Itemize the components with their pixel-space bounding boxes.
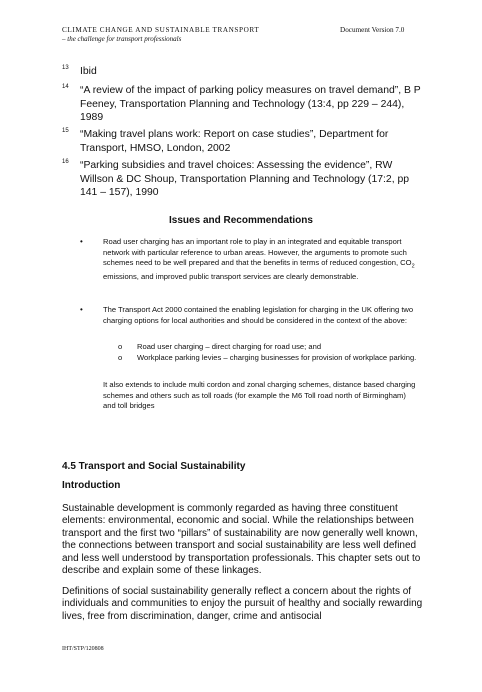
paragraph-sustainable-development: Sustainable development is commonly regarded as having three constituent elements: environmental, economic and social. While the relationships between transport and the first two “pillars” of sustainability are now generally well known, the connections between transport and social sustainability are less well defined and less well understood by transportation professionals. This chapter sets out to describe and explain some of these linkages. (62, 503, 421, 577)
bullet-transport-act (80, 305, 420, 326)
bullet-road-user-charging (80, 237, 420, 283)
bullet-icon: • (80, 237, 83, 246)
footnote-13 (62, 65, 422, 79)
paragraph-definitions: Definitions of social sustainability generally reflect a concern about the rights of individuals and communities to enjoy the pursuit of healthy and socially rewarding lives, free from discrimination, danger, crime and antisocial (62, 586, 423, 622)
sub-item-text: Workplace parking levies – charging businesses for provision of workplace parking. (137, 353, 417, 362)
footnote-text: “A review of the impact of parking policy measures on travel demand”, B P Feeney, Transportation Planning and Technology (13:4, pp 229 – 244), 1989 (80, 85, 421, 123)
footnote-number: 13 (62, 65, 69, 71)
sub-bullet-icon: o (118, 342, 123, 351)
footnote-16 (62, 159, 422, 200)
also-extends-paragraph: It also extends to include multi cordon and zonal charging schemes, distance based charging schemes and others such as toll roads (for example the M6 Toll road north of Birmingham) and toll bridges (103, 380, 416, 411)
sub-bullet-icon: o (118, 353, 123, 362)
footer-document-code: IHT/STP/120808 (62, 646, 104, 652)
introduction-heading: Introduction (62, 480, 121, 491)
bullet-text: The Transport Act 2000 contained the enabling legislation for charging in the UK offering two charging options for local authorities and should be considered in the context of the above: (103, 305, 414, 325)
footnote-number: 14 (62, 84, 69, 90)
footnote-14 (62, 84, 422, 125)
issues-heading: Issues and Recommendations (169, 215, 313, 226)
header-subtitle: – the challenge for transport professionals (62, 35, 182, 43)
footnote-text: “Parking subsidies and travel choices: Assessing the evidence”, RW Willson & DC Shoup, Transportation Planning and Technology (17:2, pp 141 – 157), 1990 (80, 160, 410, 198)
document-version: Document Version 7.0 (340, 26, 405, 34)
sub-item-text: Road user charging – direct charging for road use; and (137, 342, 322, 351)
footnote-text: “Making travel plans work: Report on case studies”, Department for Transport, HMSO, London, 2002 (80, 129, 389, 154)
footnote-number: 16 (62, 159, 69, 165)
header-title: CLIMATE CHANGE AND SUSTAINABLE TRANSPORT (62, 26, 260, 34)
footnote-15 (62, 128, 422, 155)
bullet-text: Road user charging has an important role to play in an integrated and equitable transport network with particular reference to urban areas. However, the arguments to promote such schemes need to be well prepared and that the benefits in terms of reduced congestion, $CO_2$ emissions, and improved public transport services are clearly demonstrable. (103, 237, 415, 282)
section-heading: 4.5 Transport and Social Sustainability (62, 461, 246, 472)
footnote-number: 15 (62, 128, 69, 134)
bullet-icon: • (80, 305, 83, 314)
sub-item-road-user-charging (118, 342, 418, 353)
sub-item-workplace-parking (118, 353, 418, 364)
footnote-text: Ibid (80, 66, 97, 77)
